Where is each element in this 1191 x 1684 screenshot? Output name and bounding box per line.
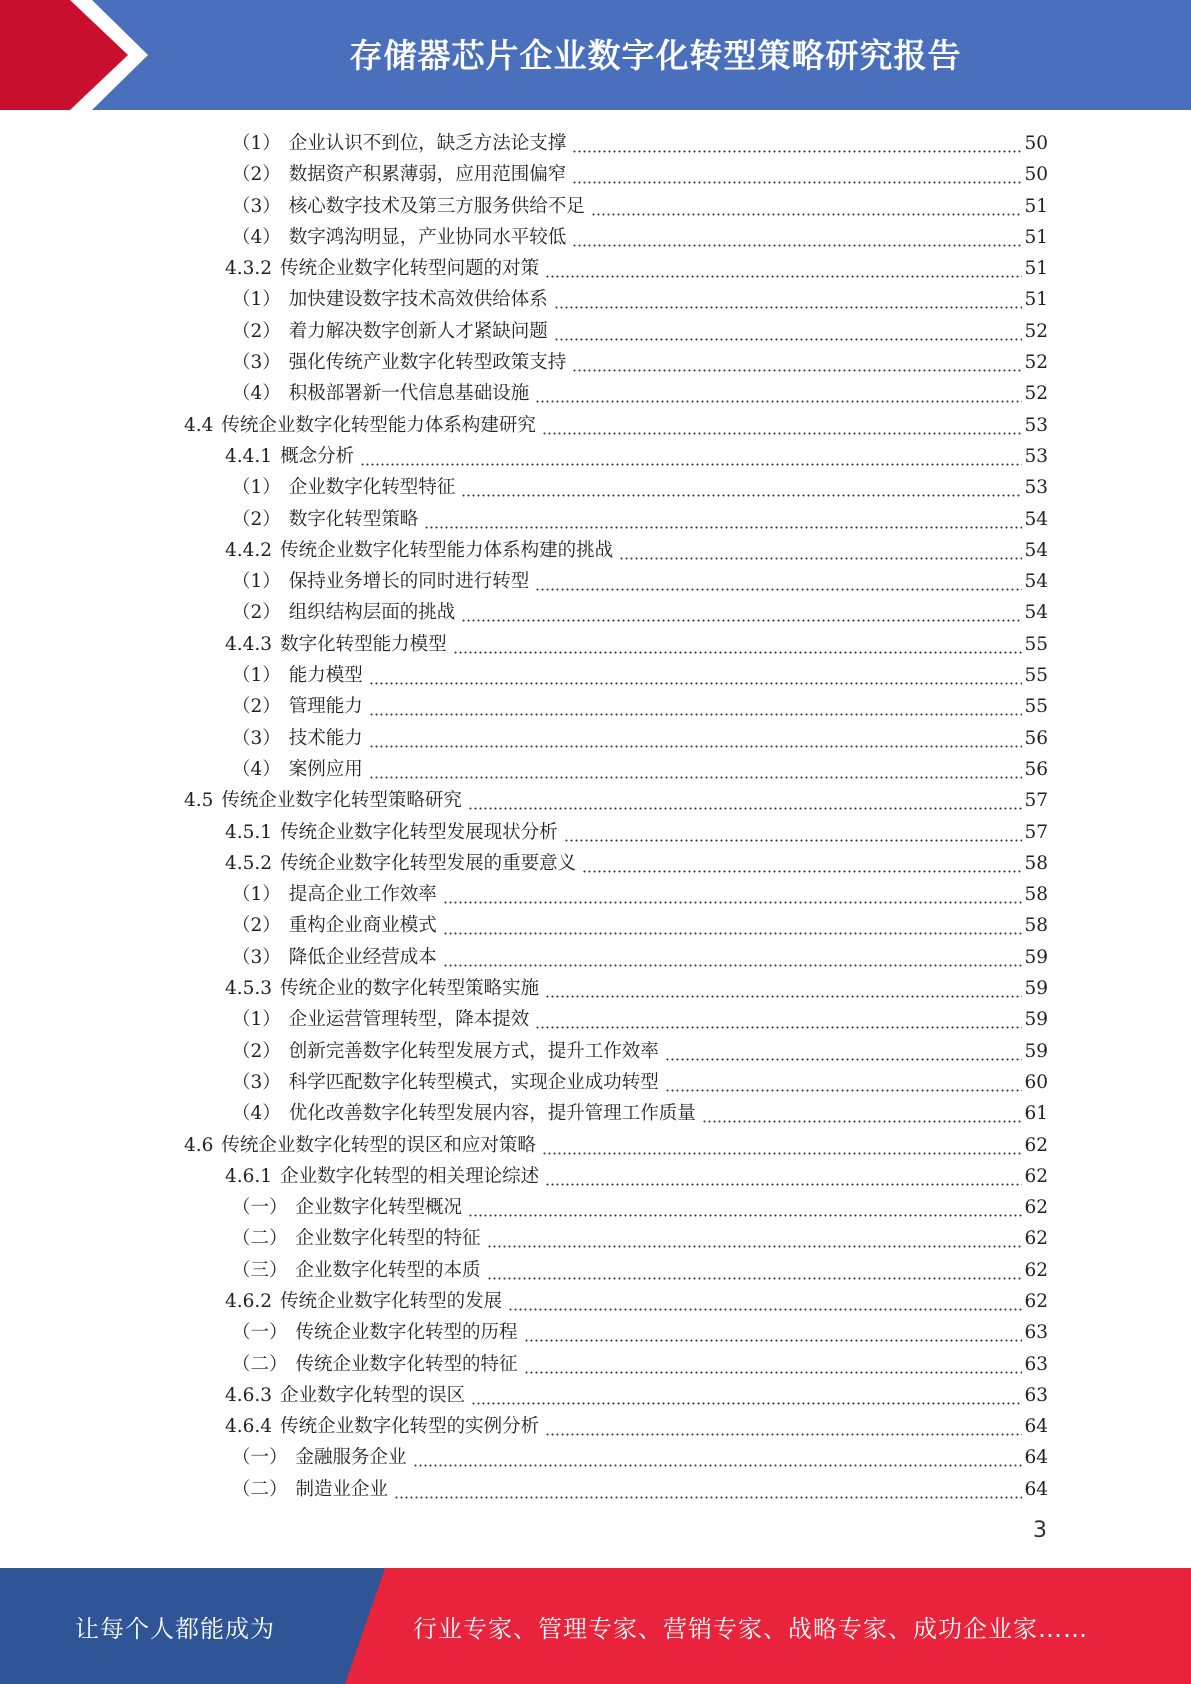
- toc-entry-title: [232, 1442, 407, 1473]
- toc-entry-number: （2）: [232, 164, 281, 186]
- toc-dot-leader: [564, 817, 1023, 848]
- toc-entry-number: （2）: [232, 602, 281, 624]
- toc-entry-number: （4）: [232, 226, 281, 248]
- toc-entry-page: 56: [1024, 727, 1048, 749]
- toc-entry-page: 55: [1024, 633, 1048, 655]
- toc-entry-page: 62: [1024, 1290, 1048, 1312]
- toc-dot-leader: [369, 754, 1023, 785]
- toc-entry[interactable]: [0, 785, 1191, 816]
- toc-entry[interactable]: [0, 597, 1191, 628]
- toc-entry-number: （2）: [232, 1040, 281, 1062]
- toc-entry[interactable]: [0, 942, 1191, 973]
- toc-entry-number: 4.4: [184, 414, 214, 436]
- red-chevron-icon: [0, 0, 160, 110]
- toc-entry[interactable]: [0, 253, 1191, 284]
- toc-entry[interactable]: [0, 691, 1191, 722]
- toc-entry-page: 53: [1024, 477, 1048, 499]
- toc-entry-page: 62: [1024, 1228, 1048, 1250]
- toc-dot-leader: [665, 1036, 1023, 1067]
- toc-entry-number: （3）: [232, 946, 281, 968]
- toc-dot-leader: [413, 1442, 1023, 1473]
- toc-entry-title: [232, 1223, 481, 1254]
- toc-dot-leader: [461, 472, 1022, 503]
- toc-entry-text: 强化传统产业数字化转型政策支持: [288, 352, 567, 374]
- toc-entry-page: 55: [1024, 696, 1048, 718]
- toc-dot-leader: [468, 1192, 1022, 1223]
- toc-entry-number: （1）: [232, 665, 281, 687]
- toc-entry-title: [232, 284, 548, 315]
- toc-dot-leader: [508, 1286, 1022, 1317]
- toc-entry-text: 企业认识不到位，缺乏方法论支撑: [288, 133, 567, 154]
- toc-entry-number: （三）: [232, 1259, 288, 1281]
- toc-entry-text: 能力模型: [288, 665, 363, 687]
- toc-entry[interactable]: [0, 441, 1191, 472]
- toc-entry-title: [232, 1192, 462, 1223]
- toc-entry[interactable]: [0, 1380, 1191, 1411]
- toc-dot-leader: [702, 1098, 1023, 1129]
- toc-entry-page: 50: [1024, 164, 1048, 186]
- toc-entry-text: 技术能力: [288, 727, 363, 749]
- toc-entry-title: [232, 316, 548, 347]
- toc-entry-number: （1）: [232, 884, 281, 906]
- toc-dot-leader: [453, 629, 1023, 660]
- toc-entry-text: 传统企业数字化转型问题的对策: [280, 258, 540, 280]
- toc-entry[interactable]: [0, 410, 1191, 441]
- toc-entry-title: [232, 1349, 518, 1380]
- toc-entry-text: 数字化转型策略: [288, 508, 419, 530]
- toc-entry-title: [232, 754, 363, 785]
- toc-entry-text: 企业数字化转型特征: [288, 477, 456, 499]
- toc-entry-text: 传统企业数字化转型能力体系构建的挑战: [280, 539, 614, 561]
- toc-entry[interactable]: [0, 316, 1191, 347]
- toc-entry-number: （二）: [232, 1353, 288, 1375]
- toc-entry[interactable]: [0, 817, 1191, 848]
- toc-dot-leader: [535, 378, 1022, 409]
- toc-entry-text: 企业数字化转型的本质: [295, 1259, 481, 1281]
- toc-entry[interactable]: [0, 1036, 1191, 1067]
- toc-entry-title: [225, 441, 354, 472]
- toc-entry-number: （2）: [232, 508, 281, 530]
- toc-entry-title: [225, 629, 447, 660]
- toc-entry-page: 63: [1024, 1353, 1048, 1375]
- toc-dot-leader: [443, 879, 1023, 910]
- toc-entry-number: 4.4.2: [225, 539, 273, 561]
- toc-entry-number: 4.6.2: [225, 1290, 273, 1312]
- toc-entry-page: 58: [1024, 884, 1048, 906]
- toc-entry[interactable]: [0, 1098, 1191, 1129]
- toc-entry-title: [225, 1286, 502, 1317]
- toc-entry[interactable]: [0, 535, 1191, 566]
- page-header: [0, 0, 1191, 110]
- toc-entry-number: （3）: [232, 195, 281, 217]
- toc-entry[interactable]: [0, 472, 1191, 503]
- footer-slogan-right: 行业专家、管理专家、营销专家、战略专家、成功企业家……: [413, 1614, 1088, 1643]
- toc-dot-leader: [554, 316, 1023, 347]
- toc-entry-title: [232, 1317, 518, 1348]
- toc-entry-page: 63: [1024, 1322, 1048, 1344]
- toc-dot-leader: [535, 566, 1022, 597]
- toc-entry-title: [225, 1380, 465, 1411]
- footer-slogan-left: 让每个人都能成为: [75, 1614, 275, 1643]
- toc-entry-title: [232, 691, 363, 722]
- toc-entry-title: [232, 222, 566, 253]
- toc-entry-number: （2）: [232, 696, 281, 718]
- toc-dot-leader: [443, 910, 1023, 941]
- toc-dot-leader: [572, 347, 1022, 378]
- toc-entry-number: 4.6.1: [225, 1165, 273, 1187]
- toc-entry-text: 加快建设数字技术高效供给体系: [288, 289, 548, 311]
- toc-entry-number: （1）: [232, 571, 281, 593]
- toc-entry-number: 4.5.2: [225, 852, 273, 874]
- toc-entry[interactable]: [0, 1255, 1191, 1286]
- toc-entry-number: 4.4.1: [225, 445, 273, 467]
- toc-entry-title: [184, 410, 536, 441]
- toc-entry[interactable]: [0, 1223, 1191, 1254]
- toc-entry-page: 51: [1024, 195, 1048, 217]
- toc-entry-number: 4.6: [184, 1134, 214, 1156]
- toc-entry[interactable]: [0, 1411, 1191, 1442]
- toc-dot-leader: [545, 253, 1022, 284]
- toc-entry-title: [232, 504, 418, 535]
- page-number: 3: [1033, 1518, 1047, 1543]
- toc-entry-title: [232, 1098, 696, 1129]
- toc-entry-title: [232, 1255, 481, 1286]
- toc-entry-page: 58: [1024, 852, 1048, 874]
- toc-entry-number: 4.5.1: [225, 821, 273, 843]
- toc-dot-leader: [461, 597, 1022, 628]
- toc-entry[interactable]: [0, 660, 1191, 691]
- toc-entry-title: [232, 942, 437, 973]
- toc-entry-text: 重构企业商业模式: [288, 915, 437, 937]
- toc-entry-page: 56: [1024, 758, 1048, 780]
- toc-entry-number: （4）: [232, 383, 281, 405]
- toc-entry-text: 企业数字化转型的特征: [295, 1228, 481, 1250]
- toc-entry[interactable]: [0, 284, 1191, 315]
- toc-dot-leader: [542, 410, 1023, 441]
- toc-entry-text: 传统企业数字化转型的发展: [280, 1290, 503, 1312]
- toc-entry-title: [232, 597, 455, 628]
- toc-entry[interactable]: [0, 128, 1191, 159]
- toc-entry[interactable]: [0, 1067, 1191, 1098]
- toc-dot-leader: [591, 191, 1023, 222]
- toc-entry-text: 传统企业数字化转型发展的重要意义: [280, 852, 577, 874]
- toc-entry[interactable]: [0, 879, 1191, 910]
- toc-entry-page: 64: [1024, 1478, 1048, 1500]
- toc-entry-page: 54: [1024, 508, 1048, 530]
- toc-entry-number: （一）: [232, 1447, 288, 1469]
- toc-entry-title: [225, 1161, 539, 1192]
- toc-entry-number: （二）: [232, 1228, 288, 1250]
- toc-entry-page: 55: [1024, 665, 1048, 687]
- toc-entry-page: 59: [1024, 1040, 1048, 1062]
- toc-entry-number: 4.6.4: [225, 1416, 273, 1438]
- toc-entry-number: 4.5.3: [225, 978, 273, 1000]
- toc-entry-text: 案例应用: [288, 758, 363, 780]
- toc-entry-text: 降低企业经营成本: [288, 946, 437, 968]
- toc-dot-leader: [545, 1161, 1022, 1192]
- toc-entry-text: 保持业务增长的同时进行转型: [288, 571, 530, 593]
- toc-entry-page: 52: [1024, 383, 1048, 405]
- toc-entry-page: 51: [1024, 258, 1048, 280]
- toc-entry-number: （2）: [232, 320, 281, 342]
- toc-dot-leader: [369, 723, 1023, 754]
- toc-entry-title: [232, 347, 566, 378]
- toc-entry[interactable]: [0, 973, 1191, 1004]
- toc-entry[interactable]: [0, 629, 1191, 660]
- toc-entry-page: 61: [1024, 1103, 1048, 1125]
- toc-entry-page: 64: [1024, 1447, 1048, 1469]
- toc-entry-page: 54: [1024, 539, 1048, 561]
- toc-entry-number: （3）: [232, 727, 281, 749]
- toc-entry-text: 组织结构层面的挑战: [288, 602, 456, 624]
- toc-entry-page: 51: [1024, 289, 1048, 311]
- toc-entry-page: 57: [1024, 790, 1048, 812]
- toc-entry-title: [232, 1004, 529, 1035]
- toc-entry-page: 54: [1024, 602, 1048, 624]
- toc-entry[interactable]: [0, 1474, 1191, 1505]
- toc-entry[interactable]: [0, 1192, 1191, 1223]
- toc-entry[interactable]: [0, 504, 1191, 535]
- toc-entry-page: 50: [1024, 133, 1048, 154]
- toc-entry-title: [184, 1130, 536, 1161]
- toc-entry-text: 企业运营管理转型，降本提效: [288, 1009, 530, 1031]
- toc-dot-leader: [369, 660, 1023, 691]
- toc-entry-text: 制造业企业: [295, 1478, 389, 1500]
- toc-entry-text: 传统企业数字化转型的实例分析: [280, 1416, 540, 1438]
- toc-entry-number: （1）: [232, 133, 281, 154]
- toc-entry-number: 4.5: [184, 790, 214, 812]
- toc-entry-number: 4.3.2: [225, 258, 273, 280]
- toc-entry-text: 传统企业数字化转型的特征: [295, 1353, 518, 1375]
- toc-entry-number: （一）: [232, 1322, 288, 1344]
- toc-entry-title: [232, 378, 529, 409]
- toc-entry-page: 59: [1024, 978, 1048, 1000]
- toc-entry-number: （1）: [232, 477, 281, 499]
- toc-dot-leader: [545, 1411, 1022, 1442]
- toc-dot-leader: [582, 848, 1022, 879]
- toc-entry-number: （4）: [232, 1103, 281, 1125]
- toc-entry-text: 提高企业工作效率: [288, 884, 437, 906]
- toc-entry-text: 科学匹配数字化转型模式，实现企业成功转型: [288, 1071, 659, 1093]
- toc-entry[interactable]: [0, 347, 1191, 378]
- toc-dot-leader: [471, 1380, 1022, 1411]
- toc-entry-page: 53: [1024, 414, 1048, 436]
- toc-dot-leader: [572, 128, 1022, 159]
- toc-entry-title: [184, 785, 462, 816]
- toc-entry-number: （一）: [232, 1197, 288, 1219]
- toc-dot-leader: [487, 1255, 1023, 1286]
- toc-entry[interactable]: [0, 1161, 1191, 1192]
- toc-entry-text: 企业数字化转型的相关理论综述: [280, 1165, 540, 1187]
- toc-dot-leader: [524, 1317, 1023, 1348]
- toc-entry-number: （3）: [232, 1071, 281, 1093]
- toc-entry-text: 着力解决数字创新人才紧缺问题: [288, 320, 548, 342]
- toc-entry-text: 积极部署新一代信息基础设施: [288, 383, 530, 405]
- toc-entry-text: 企业数字化转型概况: [295, 1197, 463, 1219]
- toc-entry-page: 63: [1024, 1384, 1048, 1406]
- page-footer: [0, 1568, 1191, 1684]
- toc-entry-number: （3）: [232, 352, 281, 374]
- toc-entry[interactable]: [0, 723, 1191, 754]
- toc-entry-text: 管理能力: [288, 696, 363, 718]
- toc-dot-leader: [394, 1474, 1022, 1505]
- toc-entry-title: [225, 535, 613, 566]
- toc-dot-leader: [424, 504, 1022, 535]
- toc-entry-text: 传统企业数字化转型的误区和应对策略: [221, 1134, 536, 1156]
- toc-entry-number: （4）: [232, 758, 281, 780]
- toc-dot-leader: [468, 785, 1023, 816]
- toc-entry-text: 数字鸿沟明显，产业协同水平较低: [288, 226, 567, 248]
- toc-dot-leader: [554, 284, 1023, 315]
- toc-entry-text: 金融服务企业: [295, 1447, 407, 1469]
- toc-entry-title: [232, 128, 566, 159]
- toc-entry-title: [232, 1036, 659, 1067]
- toc-entry-title: [232, 191, 585, 222]
- toc-entry-text: 概念分析: [280, 445, 355, 467]
- toc-entry-page: 52: [1024, 320, 1048, 342]
- toc-dot-leader: [360, 441, 1022, 472]
- toc-dot-leader: [524, 1349, 1023, 1380]
- toc-dot-leader: [369, 691, 1023, 722]
- toc-entry-text: 传统企业数字化转型发展现状分析: [280, 821, 558, 843]
- report-title: 存储器芯片企业数字化转型策略研究报告: [349, 35, 962, 75]
- toc-entry-title: [225, 253, 539, 284]
- toc-entry-title: [232, 1067, 659, 1098]
- toc-entry-page: 59: [1024, 1009, 1048, 1031]
- toc-entry-page: 53: [1024, 445, 1048, 467]
- toc-entry-text: 企业数字化转型的误区: [280, 1384, 466, 1406]
- toc-entry-title: [232, 910, 437, 941]
- toc-entry-number: 4.6.3: [225, 1384, 273, 1406]
- toc-entry-title: [232, 472, 455, 503]
- toc-entry[interactable]: [0, 159, 1191, 190]
- toc-entry-number: （二）: [232, 1478, 288, 1500]
- toc-entry-text: 传统企业数字化转型策略研究: [221, 790, 462, 812]
- toc-entry[interactable]: [0, 566, 1191, 597]
- table-of-contents: [0, 128, 1191, 1505]
- toc-entry-text: 数据资产积累薄弱，应用范围偏窄: [288, 164, 567, 186]
- toc-dot-leader: [619, 535, 1022, 566]
- toc-entry-page: 58: [1024, 915, 1048, 937]
- toc-entry[interactable]: [0, 910, 1191, 941]
- toc-entry-text: 传统企业数字化转型能力体系构建研究: [221, 414, 536, 436]
- toc-entry-text: 数字化转型能力模型: [280, 633, 447, 655]
- toc-dot-leader: [572, 222, 1022, 253]
- toc-entry-title: [225, 1411, 539, 1442]
- toc-entry[interactable]: [0, 754, 1191, 785]
- toc-entry-page: 57: [1024, 821, 1048, 843]
- toc-entry-page: 64: [1024, 1416, 1048, 1438]
- toc-entry-title: [225, 817, 558, 848]
- toc-entry[interactable]: [0, 1442, 1191, 1473]
- toc-entry-title: [232, 566, 529, 597]
- toc-dot-leader: [572, 159, 1022, 190]
- toc-entry-title: [232, 159, 566, 190]
- toc-entry-page: 62: [1024, 1259, 1048, 1281]
- toc-entry[interactable]: [0, 191, 1191, 222]
- toc-entry-title: [232, 723, 363, 754]
- toc-entry-title: [225, 973, 539, 1004]
- toc-entry-page: 62: [1024, 1134, 1048, 1156]
- toc-entry-text: 核心数字技术及第三方服务供给不足: [288, 195, 585, 217]
- toc-entry-page: 52: [1024, 352, 1048, 374]
- toc-entry[interactable]: [0, 222, 1191, 253]
- toc-entry-number: （2）: [232, 915, 281, 937]
- toc-entry-page: 62: [1024, 1197, 1048, 1219]
- toc-entry[interactable]: [0, 378, 1191, 409]
- toc-entry-title: [232, 879, 437, 910]
- toc-entry-page: 62: [1024, 1165, 1048, 1187]
- toc-entry-page: 54: [1024, 571, 1048, 593]
- toc-entry-text: 创新完善数字化转型发展方式，提升工作效率: [288, 1040, 659, 1062]
- toc-dot-leader: [665, 1067, 1023, 1098]
- toc-entry-text: 传统企业的数字化转型策略实施: [280, 978, 540, 1000]
- toc-entry-title: [232, 660, 363, 691]
- toc-entry[interactable]: [0, 1349, 1191, 1380]
- toc-entry[interactable]: [0, 1130, 1191, 1161]
- toc-entry-text: 传统企业数字化转型的历程: [295, 1322, 518, 1344]
- toc-entry[interactable]: [0, 1286, 1191, 1317]
- toc-entry-page: 60: [1024, 1071, 1048, 1093]
- toc-entry-title: [232, 1474, 388, 1505]
- toc-entry[interactable]: [0, 848, 1191, 879]
- toc-entry-number: 4.4.3: [225, 633, 273, 655]
- toc-entry-number: （1）: [232, 1009, 281, 1031]
- toc-entry[interactable]: [0, 1317, 1191, 1348]
- toc-dot-leader: [545, 973, 1022, 1004]
- toc-entry-page: 59: [1024, 946, 1048, 968]
- toc-dot-leader: [443, 942, 1023, 973]
- toc-dot-leader: [487, 1223, 1023, 1254]
- toc-dot-leader: [535, 1004, 1022, 1035]
- toc-entry[interactable]: [0, 1004, 1191, 1035]
- toc-entry-title: [225, 848, 576, 879]
- toc-entry-text: 优化改善数字化转型发展内容，提升管理工作质量: [288, 1103, 696, 1125]
- toc-dot-leader: [542, 1130, 1023, 1161]
- toc-entry-page: 51: [1024, 226, 1048, 248]
- toc-entry-number: （1）: [232, 289, 281, 311]
